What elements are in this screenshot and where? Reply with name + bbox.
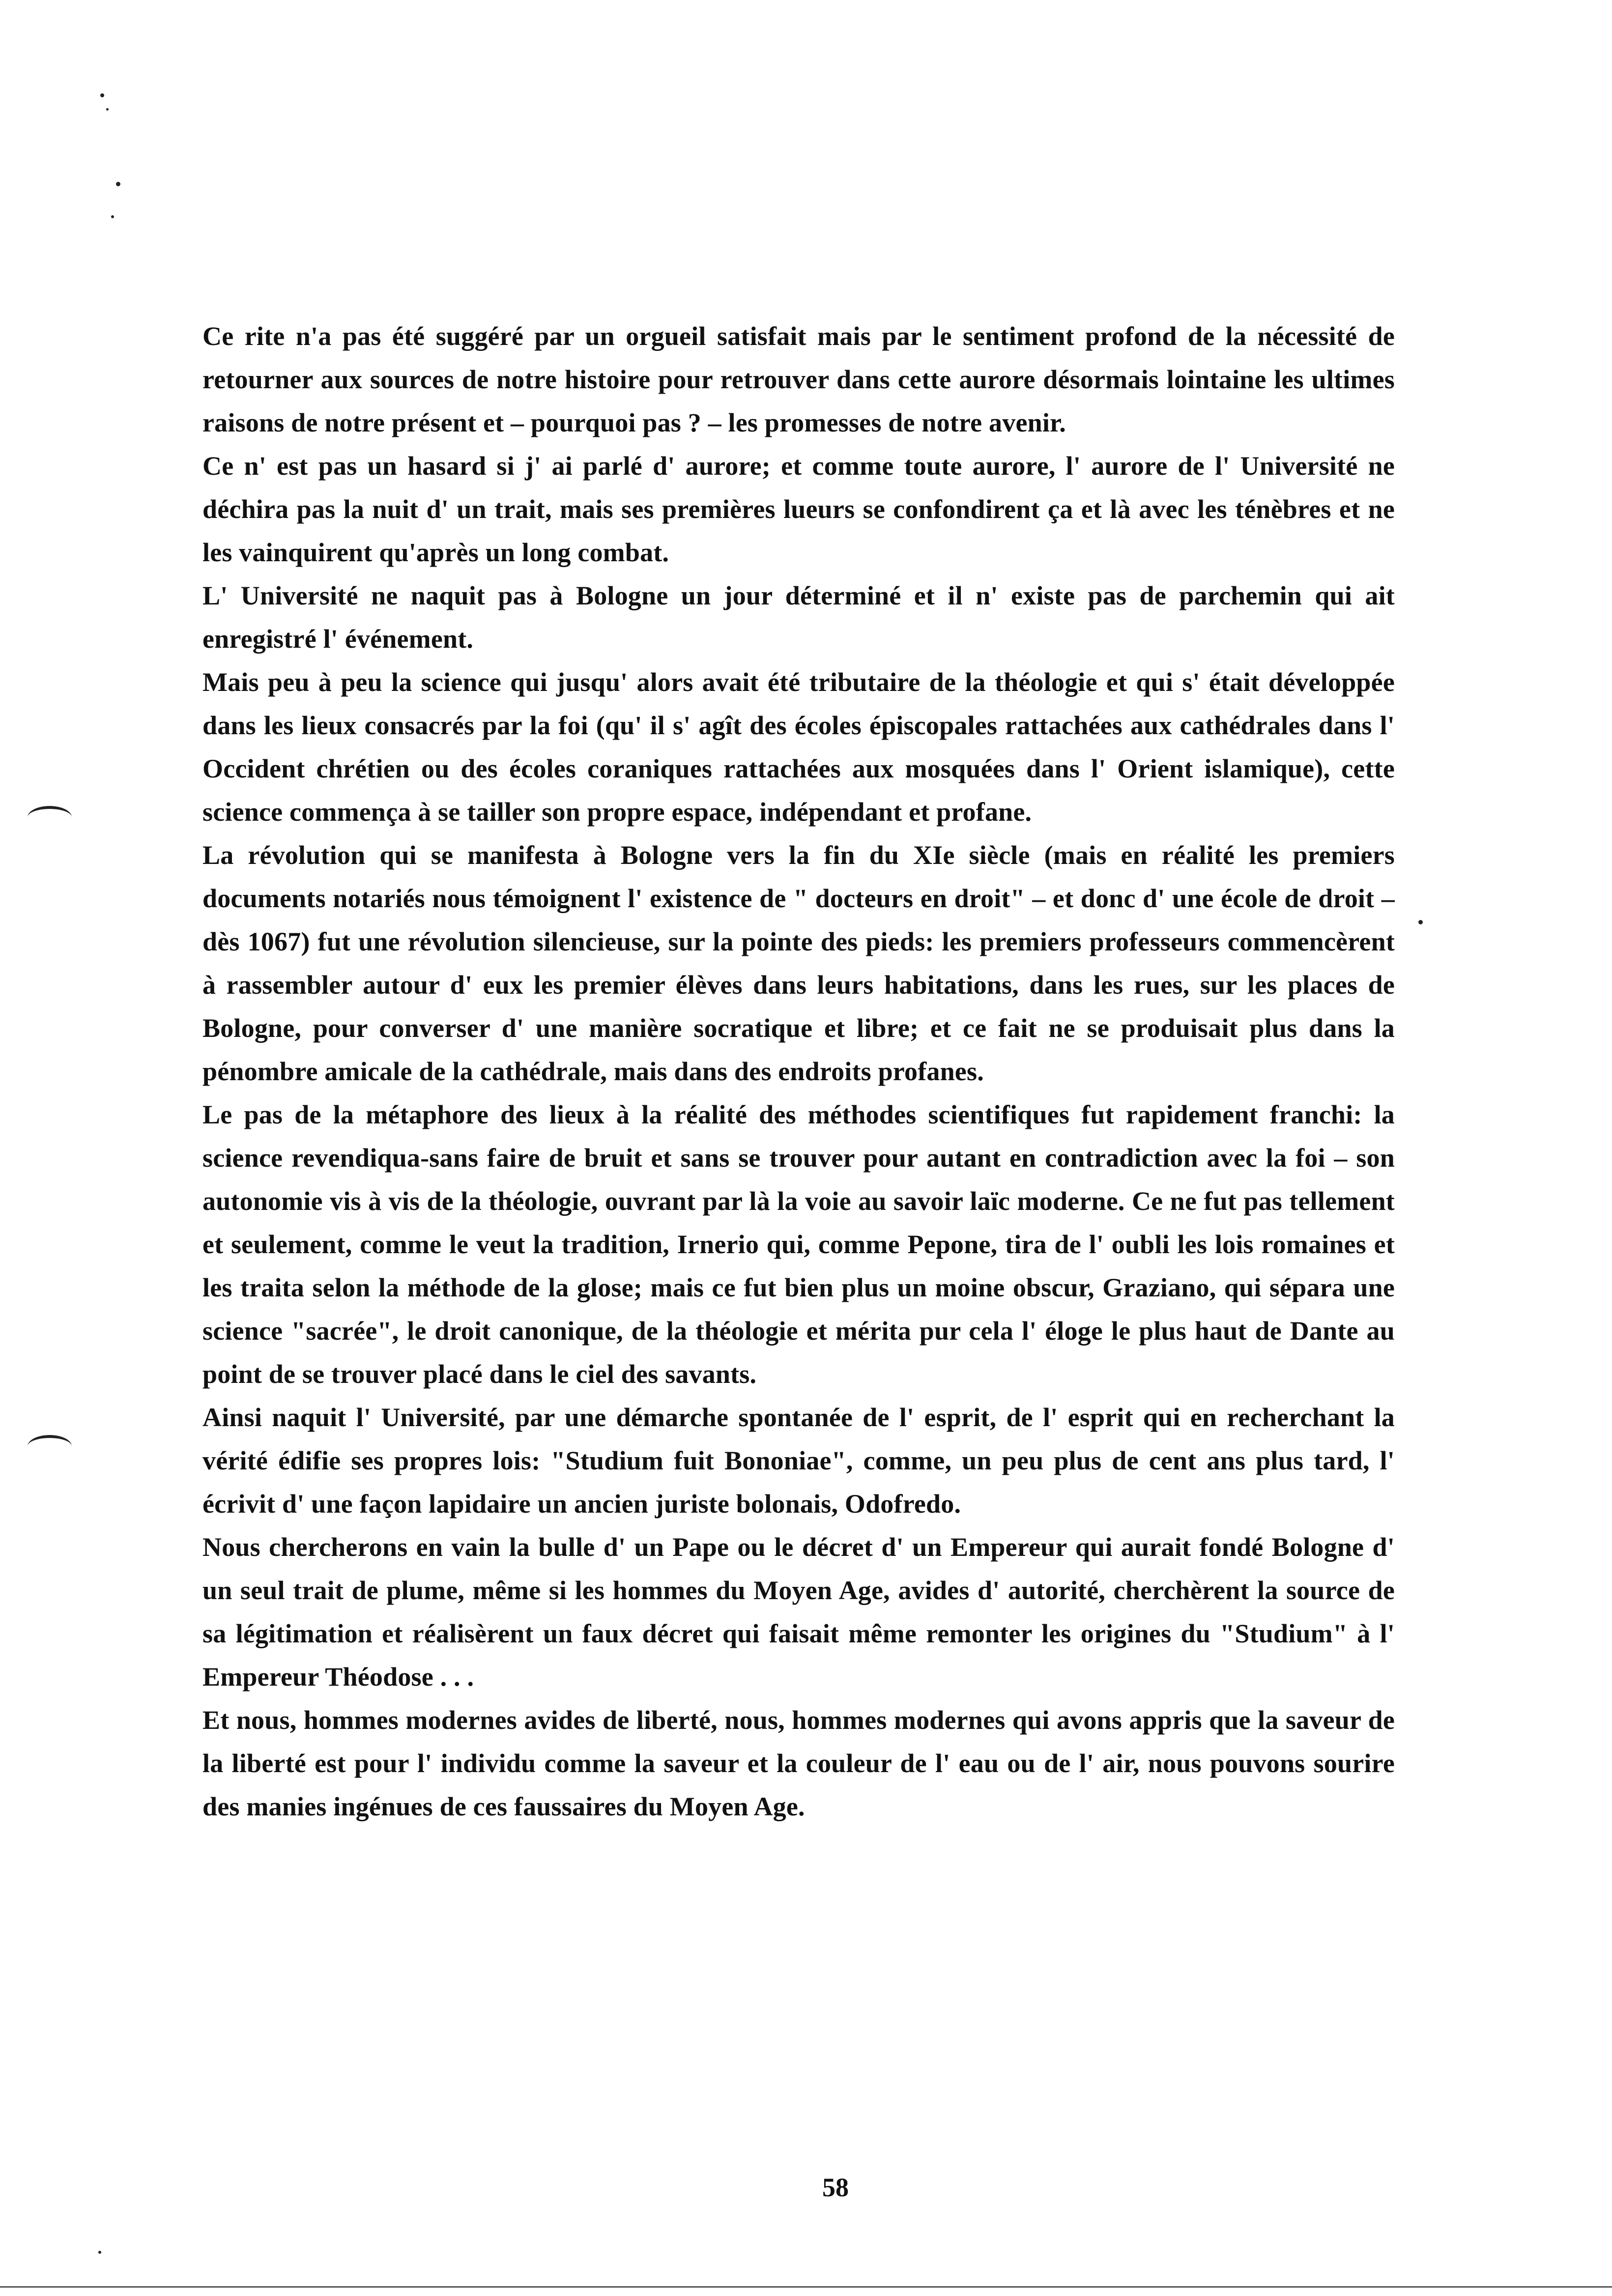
paragraph: Ce n' est pas un hasard si j' ai parlé d' aurore; et comme toute aurore, l' aurore de l' Université ne déchira pas la nuit d' un trait, mais ses premières lueurs se confondirent ça et là avec les ténèbres et ne les vainquirent qu'après un long combat.	[202, 451, 1395, 567]
paragraph: La révolution qui se manifesta à Bologne vers la fin du XIe siècle (mais en réalité les premiers documents notariés nous témoignent l' existence de " docteurs en droit" – et donc d' une école de droit – dès 1067) fut une révolution silencieuse, sur la pointe des pieds: les premiers professeurs commencèrent à rassembler autour d' eux les premier élèves dans leurs habitations, dans les rues, sur les places de Bologne, pour converser d' une manière socratique et libre; et ce fait ne se produisait plus dans la pénombre amicale de la cathédrale, mais dans des endroits profanes.	[202, 840, 1395, 1086]
paragraph: Et nous, hommes modernes avides de liberté, nous, hommes modernes qui avons appris que la saveur de la liberté est pour l' individu comme la saveur et la couleur de l' eau ou de l' air, nous pouvons sourire des manies ingénues de ces faussaires du Moyen Age.	[202, 1705, 1395, 1821]
scan-speck	[111, 215, 114, 218]
scan-edge-line	[0, 2286, 1612, 2288]
scan-speck	[106, 108, 109, 111]
paragraph: Nous chercherons en vain la bulle d' un Pape ou le décret d' un Empereur qui aurait fondé Bologne d' un seul trait de plume, même si les hommes du Moyen Age, avides d' autorité, cherchèrent la source de sa légitimation et réalisèrent un faux décret qui faisait même remonter les origines du "Studium" à l' Empereur Théodose . . .	[202, 1532, 1395, 1692]
scan-speck	[116, 182, 120, 186]
margin-mark	[28, 1435, 72, 1458]
body-text	[202, 315, 1395, 1828]
scan-speck	[100, 93, 104, 97]
scan-speck	[98, 2251, 101, 2254]
paragraph: Le pas de la métaphore des lieux à la réalité des méthodes scientifiques fut rapidement franchi: la science revendiqua-sans faire de bruit et sans se trouver pour autant en contradiction avec la foi – son autonomie vis à vis de la théologie, ouvrant par là la voie au savoir laïc moderne. Ce ne fut pas tellement et seulement, comme le veut la tradition, Irnerio qui, comme Pepone, tira de l' oubli les lois romaines et les traita selon la méthode de la glose; mais ce fut bien plus un moine obscur, Graziano, qui sépara une science "sacrée", le droit canonique, de la théologie et mérita pur cela l' éloge le plus haut de Dante au point de se trouver placé dans le ciel des savants.	[202, 1100, 1395, 1389]
paragraph: Ce rite n'a pas été suggéré par un orgueil satisfait mais par le sentiment profond de la nécessité de retourner aux sources de notre histoire pour retrouver dans cette aurore désormais lointaine les ultimes raisons de notre présent et – pourquoi pas ? – les promesses de notre avenir.	[202, 321, 1395, 437]
margin-mark	[28, 806, 72, 829]
paragraph: Mais peu à peu la science qui jusqu' alors avait été tributaire de la théologie et qui s' était développée dans les lieux consacrés par la foi (qu' il s' agît des écoles épiscopales rattachées aux cathédrales dans l' Occident chrétien ou des écoles coraniques rattachées aux mosquées dans l' Orient islamique), cette science commença à se tailler son propre espace, indépendant et profane.	[202, 667, 1395, 827]
paragraph: L' Université ne naquit pas à Bologne un jour déterminé et il n' existe pas de parchemin qui ait enregistré l' événement.	[202, 581, 1395, 654]
paragraph: Ainsi naquit l' Université, par une démarche spontanée de l' esprit, de l' esprit qui en recherchant la vérité édifie ses propres lois: "Studium fuit Bononiae", comme, un peu plus de cent ans plus tard, l' écrivit d' une façon lapidaire un ancien juriste bolonais, Odofredo.	[202, 1403, 1395, 1519]
scan-speck	[1418, 920, 1423, 924]
page-number: 58	[822, 2173, 849, 2202]
